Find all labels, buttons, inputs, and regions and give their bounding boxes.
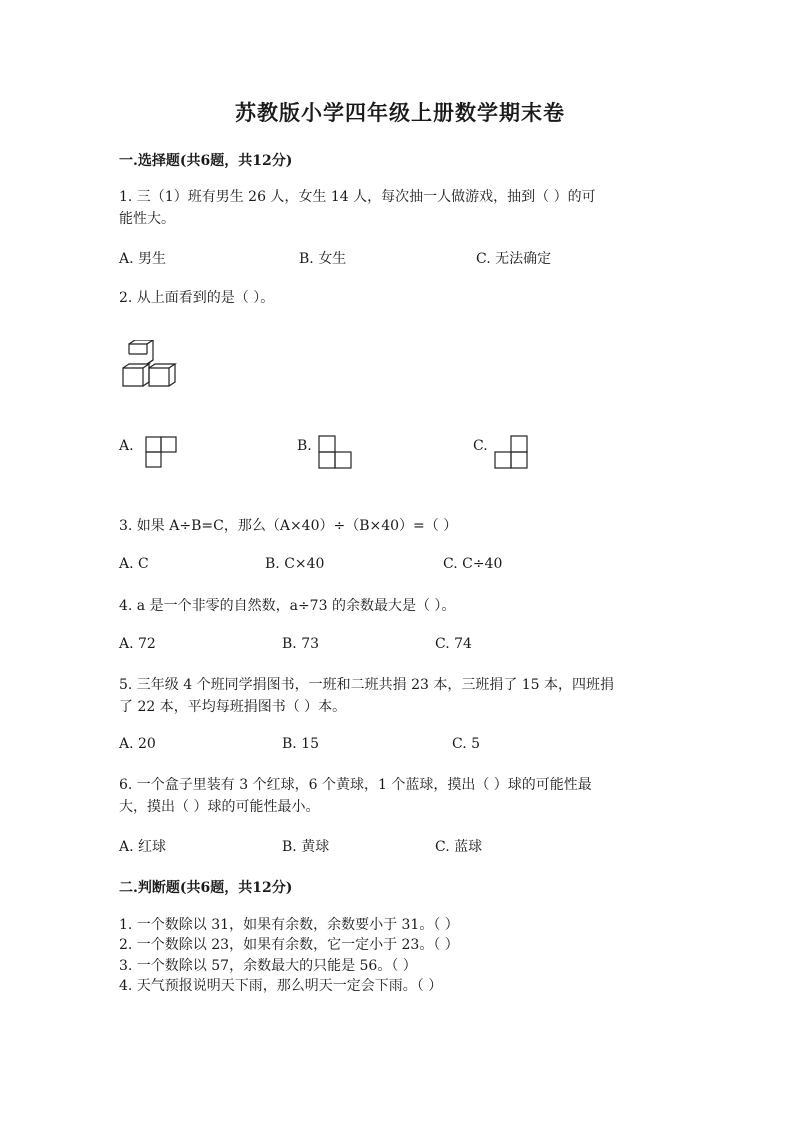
- question-text-line: 5. 三年级 4 个班同学捐图书，一班和二班共捐 23 本，三班捐了 15 本，四班捐: [119, 677, 615, 693]
- option-b: B. C×40: [265, 556, 325, 572]
- view-option-c-figure: [494, 435, 530, 471]
- option-b: B. 15: [282, 736, 320, 752]
- question-6: [119, 774, 684, 818]
- judgment-item-4: 4. 天气预报说明天下雨，那么明天一定会下雨。（ ）: [119, 978, 443, 994]
- page-title: 苏教版小学四年级上册数学期末卷: [235, 100, 565, 125]
- question-text-line: 大，摸出（ ）球的可能性最小。: [119, 799, 320, 815]
- option-a: A. 男生: [119, 251, 167, 267]
- option-a: A. 72: [119, 636, 156, 652]
- question-text-line: 能性大。: [119, 211, 175, 227]
- option-a: A. 红球: [119, 839, 167, 855]
- question-text-line: 2. 从上面看到的是（ ）。: [119, 290, 275, 306]
- question-1: [119, 186, 684, 230]
- option-c: C. C÷40: [443, 556, 503, 572]
- question-text-line: 了 22 本，平均每班捐图书（ ）本。: [119, 699, 347, 715]
- question-2: [119, 287, 684, 309]
- question-5: [119, 674, 684, 718]
- question-4: [119, 595, 684, 617]
- question-text-line: 1. 三（1）班有男生 26 人，女生 14 人，每次抽一人做游戏，抽到（ ）的可: [119, 189, 596, 205]
- option-c: C. 74: [435, 636, 472, 652]
- judgment-item-3: 3. 一个数除以 57，余数最大的只能是 56。（ ）: [119, 958, 417, 974]
- option-b: B. 女生: [299, 251, 347, 267]
- cube-stack-figure: [119, 340, 183, 390]
- option-c: C. 无法确定: [476, 251, 552, 267]
- option-a: A. 20: [119, 736, 156, 752]
- option-c: C. 5: [452, 736, 481, 752]
- judgment-item-1: 1. 一个数除以 31，如果有余数，余数要小于 31。（ ）: [119, 917, 459, 933]
- question-3: [119, 515, 684, 537]
- question-text-line: 4. a 是一个非零的自然数，a÷73 的余数最大是（ ）。: [119, 598, 456, 614]
- option-a: A.: [119, 438, 134, 454]
- option-b: B. 黄球: [282, 839, 330, 855]
- view-option-a-figure: [145, 436, 179, 470]
- option-b: B. 73: [282, 636, 320, 652]
- option-b: B.: [297, 438, 312, 454]
- question-text-line: 3. 如果 A÷B=C，那么（A×40）÷（B×40）=（ ）: [119, 518, 458, 534]
- view-option-b-figure: [318, 435, 354, 471]
- judgment-item-2: 2. 一个数除以 23，如果有余数，它一定小于 23。（ ）: [119, 937, 459, 953]
- option-a: A. C: [119, 556, 149, 572]
- option-c: C.: [473, 438, 488, 454]
- section-heading-choice: 一.选择题(共6题，共12分): [119, 153, 293, 169]
- section-heading-judgment: 二.判断题(共6题，共12分): [119, 880, 293, 896]
- question-text-line: 6. 一个盒子里装有 3 个红球，6 个黄球，1 个蓝球，摸出（ ）球的可能性最: [119, 777, 592, 793]
- option-c: C. 蓝球: [435, 839, 483, 855]
